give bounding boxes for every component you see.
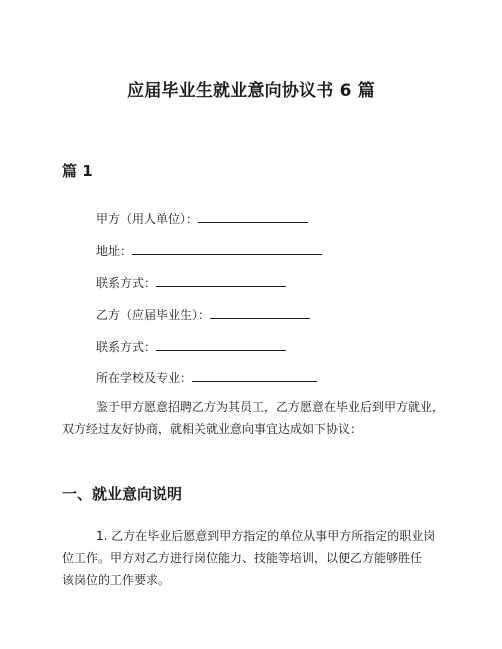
field-label: 地址： [96,244,133,258]
paragraph-line: 双方经过友好协商，就相关就业意向事宜达成如下协议： [62,422,363,436]
field-contact-a [96,274,286,291]
field-label: 所在学校及专业： [96,371,193,385]
field-party-a [96,210,308,227]
field-label: 甲方（用人单位）： [96,212,199,226]
paragraph-line: 1. 乙方在毕业后愿意到甲方指定的单位从事甲方所指定的职业岗 [96,529,436,543]
blank-line [198,210,308,223]
field-label: 联系方式： [96,340,157,354]
blank-line [210,306,310,319]
paragraph-line: 该岗位的工作要求。 [62,573,171,587]
subsection-heading: 一、就业意向说明 [62,485,183,503]
paragraph-line: 位工作。甲方对乙方进行岗位能力、技能等培训，以便乙方能够胜任 [62,551,423,565]
field-address [96,242,322,259]
document-title: 应届毕业生就业意向协议书 6 篇 [127,81,375,101]
field-label: 乙方（应届毕业生）： [96,308,211,322]
field-party-b [96,306,310,323]
blank-line [156,338,286,351]
intro-paragraph [62,396,445,440]
paragraph-line: 鉴于甲方愿意招聘乙方为其员工，乙方愿意在毕业后到甲方就业， [96,400,445,414]
blank-line [132,242,322,255]
blank-line [192,369,317,382]
field-school-major [96,369,317,386]
section-heading-1: 篇 1 [62,162,93,180]
clause-1-paragraph [62,525,442,591]
field-contact-b [96,338,286,355]
field-label: 联系方式： [96,276,157,290]
blank-line [156,274,286,287]
